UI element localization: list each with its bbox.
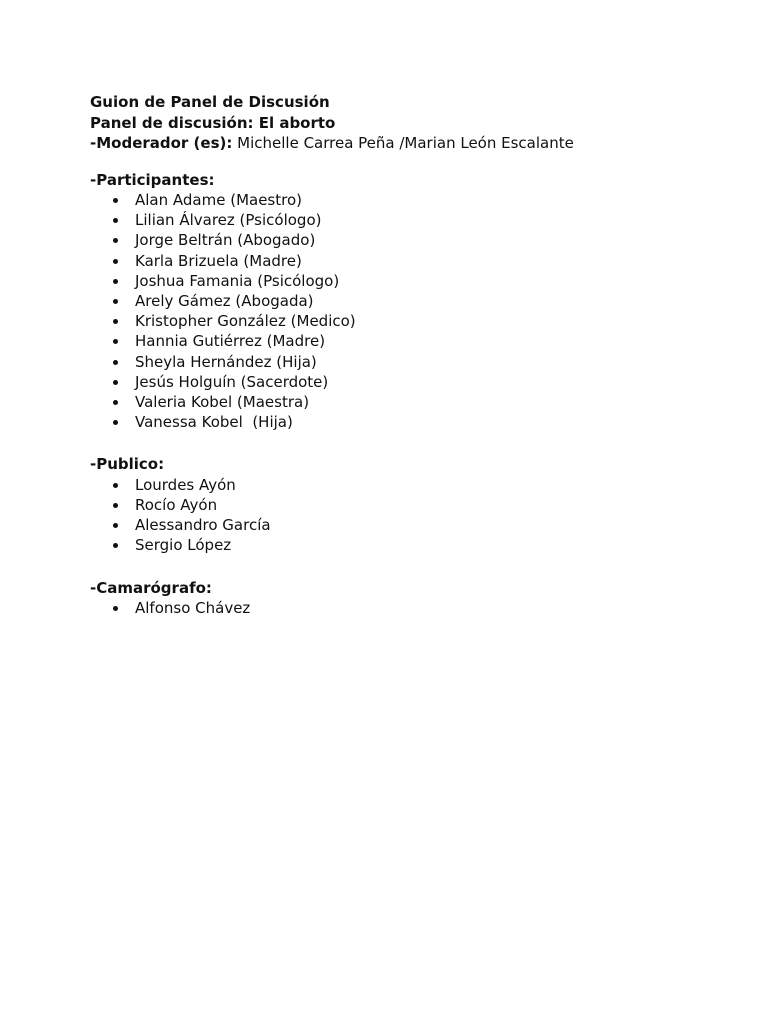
list-item: Hannia Gutiérrez (Madre) bbox=[90, 331, 730, 351]
cameraman-list bbox=[90, 598, 730, 618]
list-item: Valeria Kobel (Maestra) bbox=[90, 392, 730, 412]
list-item: Alfonso Chávez bbox=[90, 598, 730, 618]
public-list bbox=[90, 475, 730, 556]
document-subtitle: Panel de discusión: El aborto bbox=[90, 113, 336, 132]
participants-heading: -Participantes: bbox=[90, 170, 215, 189]
public-heading: -Publico: bbox=[90, 455, 165, 474]
bullet-icon bbox=[113, 606, 118, 611]
bullet-icon bbox=[113, 238, 118, 243]
document-title: Guion de Panel de Discusión bbox=[90, 93, 330, 111]
bullet-icon bbox=[113, 299, 118, 304]
list-item: Jesús Holguín (Sacerdote) bbox=[90, 372, 730, 392]
bullet-icon bbox=[113, 279, 118, 284]
bullet-icon bbox=[113, 319, 118, 324]
list-item: Arely Gámez (Abogada) bbox=[90, 291, 730, 311]
bullet-icon bbox=[113, 400, 118, 405]
list-item: Rocío Ayón bbox=[90, 495, 730, 515]
bullet-icon bbox=[113, 360, 118, 365]
bullet-icon bbox=[113, 218, 118, 223]
list-item: Sheyla Hernández (Hija) bbox=[90, 352, 730, 372]
list-item: Vanessa Kobel (Hija) bbox=[90, 412, 730, 432]
list-item: Lourdes Ayón bbox=[90, 475, 730, 495]
list-item: Alessandro García bbox=[90, 515, 730, 535]
moderator-value: Michelle Carrea Peña /Marian León Escalante bbox=[232, 134, 574, 152]
bullet-icon bbox=[113, 259, 118, 264]
bullet-icon bbox=[113, 523, 118, 528]
list-item: Alan Adame (Maestro) bbox=[90, 190, 730, 210]
list-item: Sergio López bbox=[90, 535, 730, 555]
bullet-icon bbox=[113, 380, 118, 385]
bullet-icon bbox=[113, 503, 118, 508]
list-item: Jorge Beltrán (Abogado) bbox=[90, 230, 730, 250]
bullet-icon bbox=[113, 420, 118, 425]
participants-list bbox=[90, 190, 730, 432]
moderator-line bbox=[90, 133, 730, 154]
cameraman-heading: -Camarógrafo: bbox=[90, 578, 212, 597]
list-item: Karla Brizuela (Madre) bbox=[90, 251, 730, 271]
bullet-icon bbox=[113, 543, 118, 548]
bullet-icon bbox=[113, 198, 118, 203]
list-item: Kristopher González (Medico) bbox=[90, 311, 730, 331]
bullet-icon bbox=[113, 483, 118, 488]
list-item: Lilian Álvarez (Psicólogo) bbox=[90, 210, 730, 230]
bullet-icon bbox=[113, 339, 118, 344]
document-body bbox=[90, 92, 730, 618]
moderator-label: -Moderador (es): bbox=[90, 134, 233, 152]
list-item: Joshua Famania (Psicólogo) bbox=[90, 271, 730, 291]
